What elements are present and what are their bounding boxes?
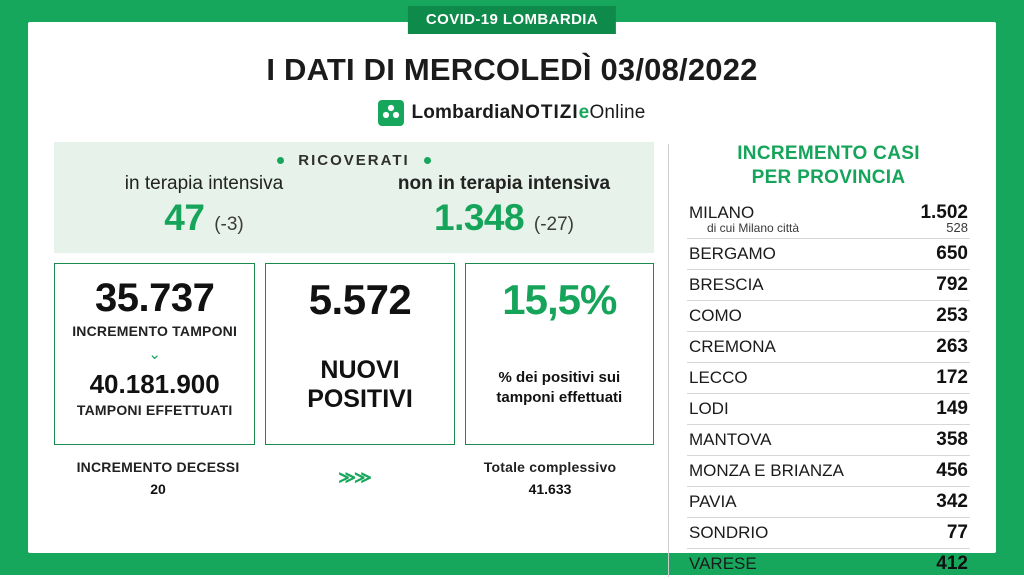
- flower-logo-icon: [378, 100, 404, 126]
- percentuale-box: [465, 263, 654, 445]
- province-value: 358: [936, 428, 968, 450]
- brand-logo: [28, 100, 996, 126]
- decessi-label: INCREMENTO DECESSI: [76, 459, 240, 475]
- ricoverati-heading: RICOVERATI: [298, 152, 410, 169]
- province-value: 77: [946, 521, 968, 543]
- logo-part3: Online: [589, 102, 646, 123]
- tamponi-box: [54, 263, 255, 445]
- table-row: [687, 549, 970, 579]
- column-divider: [668, 144, 669, 577]
- totale-value: 41.633: [528, 481, 572, 497]
- table-row: [687, 394, 970, 425]
- totale-label: Totale complessivo: [483, 459, 617, 475]
- province-value: 1.502: [920, 201, 968, 223]
- province-value: 263: [936, 335, 968, 357]
- province-name: COMO: [689, 305, 742, 325]
- table-row: [687, 363, 970, 394]
- chevron-down-icon: ⌄: [148, 346, 161, 363]
- table-row: [687, 301, 970, 332]
- milano-citta-label: di cui Milano città: [707, 220, 800, 235]
- province-name: LODI: [689, 398, 729, 418]
- terapia-intensiva-delta: (-3): [214, 214, 244, 235]
- province-value: 342: [936, 490, 968, 512]
- terapia-intensiva-value-row: [54, 197, 354, 239]
- logo-part2: NOTIZI: [510, 102, 579, 123]
- stat-boxes: [54, 263, 654, 445]
- covid-badge: COVID-19 LOMBARDIA: [408, 6, 616, 34]
- bullet-dot-left-icon: [277, 157, 284, 164]
- page-title: I DATI DI MERCOLEDÌ 03/08/2022: [266, 52, 758, 87]
- terapia-intensiva-value: 47: [164, 197, 205, 238]
- totale-cell: [452, 459, 648, 497]
- positivi-caption: [307, 356, 413, 414]
- tamponi-total-value: 40.181.900: [89, 369, 220, 399]
- arrows-icon: ≫≫: [338, 468, 370, 487]
- percentuale-caption: [496, 368, 622, 407]
- table-row: [687, 239, 970, 270]
- table-row: [687, 270, 970, 301]
- percentuale-caption-line1: % dei positivi sui: [498, 369, 621, 386]
- province-value: 412: [936, 552, 968, 574]
- footer-row: [54, 459, 654, 497]
- province-name: MILANO: [689, 202, 755, 222]
- ricoverati-values: [54, 173, 654, 239]
- province-name: SONDRIO: [689, 522, 769, 542]
- province-name: BRESCIA: [689, 274, 764, 294]
- milano-citta-value: 528: [946, 219, 968, 235]
- province-name: MANTOVA: [689, 429, 772, 449]
- percentuale-value: 15,5%: [502, 276, 617, 323]
- positivi-value: 5.572: [308, 276, 412, 323]
- bullet-dot-right-icon: [424, 157, 431, 164]
- province-value: 253: [936, 304, 968, 326]
- province-title-line2: PER PROVINCIA: [751, 166, 906, 188]
- province-name: LECCO: [689, 367, 748, 387]
- logo-text: [411, 102, 645, 124]
- province-value: 172: [936, 366, 968, 388]
- positivi-caption-line1: NUOVI: [320, 356, 400, 384]
- province-name: MONZA E BRIANZA: [689, 460, 844, 480]
- left-column: [54, 142, 654, 579]
- table-row: [687, 518, 970, 549]
- non-terapia-intensiva-label: non in terapia intensiva: [397, 173, 611, 194]
- logo-part2-accent: e: [578, 102, 590, 123]
- province-value: 792: [936, 273, 968, 295]
- tamponi-total-caption: TAMPONI EFFETTUATI: [76, 402, 233, 418]
- terapia-intensiva-cell: [54, 173, 354, 239]
- non-terapia-intensiva-value-row: [354, 197, 654, 239]
- logo-part1: Lombardia: [411, 102, 511, 123]
- province-title: [687, 142, 970, 190]
- province-value: 456: [936, 459, 968, 481]
- decessi-value: 20: [150, 481, 166, 497]
- table-row: [687, 456, 970, 487]
- non-terapia-intensiva-cell: [354, 173, 654, 239]
- ricoverati-panel: [54, 142, 654, 253]
- non-terapia-intensiva-value: 1.348: [434, 197, 525, 238]
- province-value: 650: [936, 242, 968, 264]
- province-value: 149: [936, 397, 968, 419]
- terapia-intensiva-label: in terapia intensiva: [124, 173, 284, 194]
- decessi-cell: [60, 459, 256, 497]
- tamponi-caption: INCREMENTO TAMPONI: [72, 323, 238, 339]
- positivi-caption-line2: POSITIVI: [307, 384, 413, 413]
- table-row: [687, 332, 970, 363]
- content-columns: [28, 126, 996, 579]
- province-name: PAVIA: [689, 491, 737, 511]
- province-name: VARESE: [689, 553, 757, 573]
- non-terapia-intensiva-delta: (-27): [533, 214, 574, 235]
- province-column: [687, 142, 970, 579]
- province-name: BERGAMO: [689, 243, 776, 263]
- province-name: CREMONA: [689, 336, 776, 356]
- table-row: [687, 487, 970, 518]
- table-row: [687, 425, 970, 456]
- province-title-line1: INCREMENTO CASI: [737, 143, 920, 164]
- main-card: [28, 11, 996, 574]
- tamponi-value: 35.737: [94, 276, 215, 320]
- percentuale-caption-line2: tamponi effettuati: [496, 388, 623, 406]
- ricoverati-heading-row: [54, 152, 654, 169]
- positivi-box: [265, 263, 454, 445]
